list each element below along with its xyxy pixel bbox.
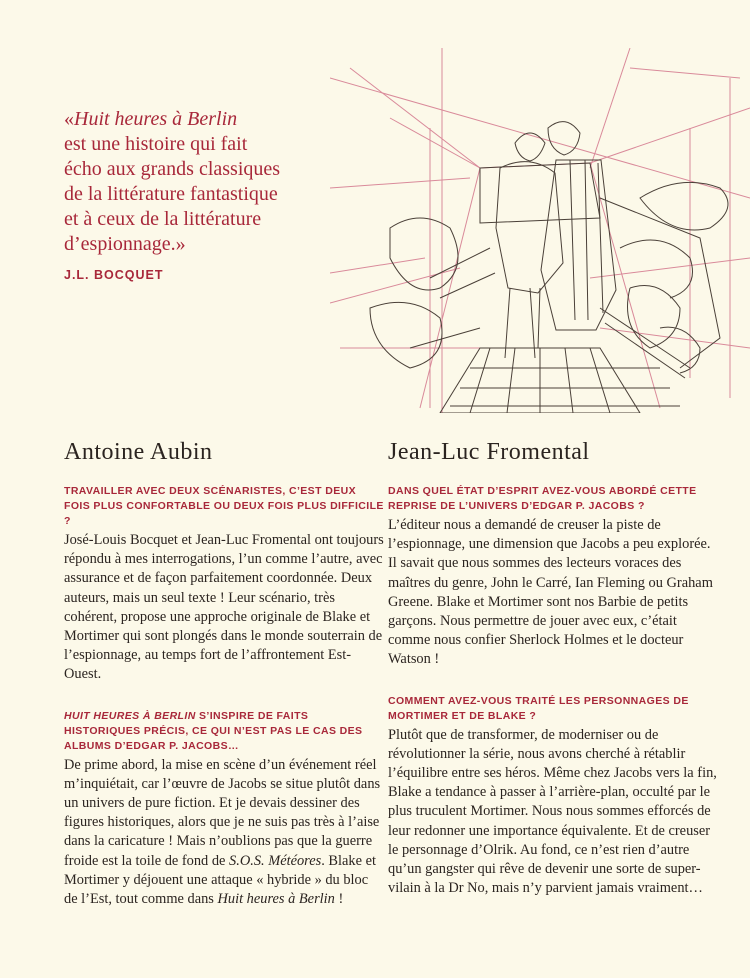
answer-text: . Blake et Mortimer y déjouent une attaque « hybride » du bloc de l’Est, tout comme dans: [64, 852, 376, 908]
question-text: S’INSPIRE DE FAITS HISTORIQUES PRÉCIS, CE QUI N’EST PAS LE CAS DES ALBUMS D’EDGAR P. JACOBS…: [64, 709, 363, 752]
quote-line: est une histoire qui fait: [64, 133, 248, 155]
quote-line: et à ceux de la littérature: [64, 208, 262, 230]
pull-quote: [64, 107, 354, 257]
column-antoine-aubin: [64, 437, 384, 909]
author-name: Jean-Luc Fromental: [388, 439, 590, 465]
answer-book-title: S.O.S. Météores: [229, 852, 322, 869]
quote-line: écho aux grands classiques: [64, 158, 281, 180]
column-jean-luc-fromental: [388, 437, 718, 898]
pencil-sketch-illustration: [330, 48, 750, 413]
answer-text: De prime abord, la mise en scène d’un événement réel m’inquiétait, car l’œuvre de Jacobs se situe plutôt dans un univers de pure fiction. Et je devais dessiner des figures historiques, alors que je ne suis pas très à l’aise dans la caricature ! Mais n’oublions pas que la guerre froide est la toile de fond de: [64, 756, 381, 869]
quote-line-title: [64, 107, 354, 132]
interview-question: TRAVAILLER AVEC DEUX SCÉNARISTES, C’EST DEUX FOIS PLUS CONFORTABLE OU DEUX FOIS PLUS DIFFICILE ?: [64, 485, 384, 527]
author-name: Antoine Aubin: [64, 439, 213, 465]
interview-answer: [64, 756, 384, 910]
qa-block: [64, 709, 384, 910]
question-book-title: HUIT HEURES À BERLIN: [64, 709, 196, 722]
quote-author: J.L. BOCQUET: [64, 268, 164, 282]
interview-question: [64, 709, 384, 754]
interview-question: COMMENT AVEZ-VOUS TRAITÉ LES PERSONNAGES DE MORTIMER ET DE BLAKE ?: [388, 694, 689, 722]
quote-open-mark: «: [64, 108, 74, 130]
answer-text: !: [334, 891, 344, 908]
qa-block: [388, 694, 718, 899]
answer-book-title: Huit heures à Berlin: [217, 891, 335, 908]
quote-line: de la littérature fantastique: [64, 183, 278, 205]
quote-line: d’espionnage.»: [64, 233, 186, 255]
interview-answer: Plutôt que de transformer, de moderniser ou de révolutionner la série, nous avons cherché à rétablir l’équilibre entre ses héros. Même chez Jacobs vers la fin, Blake a tendance à passer à l’arrière-plan, occulté par le plus truculent Mortimer. Nous nous sommes efforcés de leur redonner une importance équivalente. Et de creuser le personnage d’Olrik. Au fond, ce n’est rien d’autre qu’un gangster qui rêve de devenir une sorte de super-vilain à la Dr No, mais n’y parvient jamais vraiment…: [388, 726, 717, 897]
quote-book-title: Huit heures à Berlin: [74, 108, 238, 130]
interview-answer: L’éditeur nous a demandé de creuser la piste de l’espionnage, une dimension que Jacobs a peu explorée. Il savait que nous sommes des lecteurs voraces des maîtres du genre, John le Carré, Ian Fleming ou Graham Greene. Blake et Mortimer sont nos Barbie de petits garçons. Nous permettre de jouer avec eux, c’était comme nous confier Sherlock Holmes et le docteur Watson !: [388, 517, 713, 668]
interview-question: DANS QUEL ÉTAT D’ESPRIT AVEZ-VOUS ABORDÉ CETTE REPRISE DE L’UNIVERS D’EDGAR P. JACOBS ?: [388, 485, 697, 512]
interview-answer: José-Louis Bocquet et Jean-Luc Fromental ont toujours répondu à mes interrogations, l’un comme l’autre, avec assurance et de façon parfaitement coordonnée. Deux auteurs, mais un seul texte ! Leur scénario, très cohérent, propose une approche originale de Blake et Mortimer qui sont plongés dans le monde souterrain de l’espionnage, au temps fort de l’affrontement Est-Ouest.: [64, 532, 384, 683]
